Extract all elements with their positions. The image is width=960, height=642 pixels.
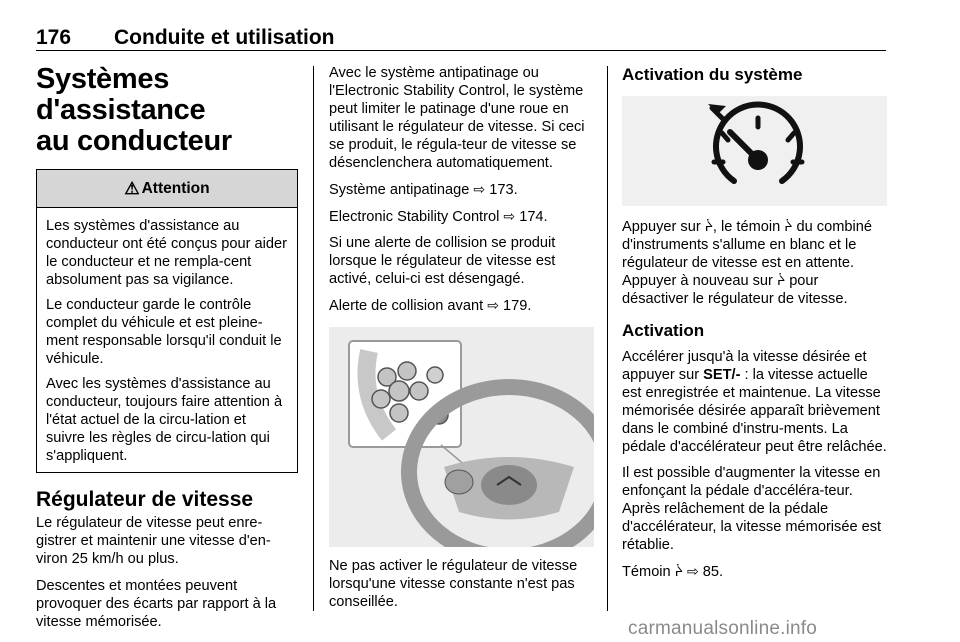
right-column [622, 64, 887, 589]
body-paragraph: Il est possible d'augmenter la vitesse en enfonçant la pédale d'accéléra-teur. Après relâchement de la pédale d'accélérateur, la vitesse mémorisée est rétablie. [622, 465, 882, 553]
body-paragraph: Le régulateur de vitesse peut enre-gistrer et maintenir une vitesse d'en-viron 25 km/h ou plus. [36, 515, 271, 567]
body-paragraph: Ne pas activer le régulateur de vitesse lorsqu'une vitesse constante n'est pas conseillée. [329, 558, 578, 610]
attention-paragraph: Le conducteur garde le contrôle complet du véhicule et est pleine-ment responsable lorsqu'il conduit le véhicule. [46, 297, 282, 367]
running-title: Conduite et utilisation [114, 26, 335, 49]
cruise-control-icon: ᔩ [784, 219, 793, 234]
activation-system-heading: Activation du système [622, 65, 803, 84]
body-paragraph: Accélérer jusqu'à la vitesse désirée et appuyer sur SET/- : la vitesse actuelle est enregistrée et maintenue. La vitesse mémorisée désirée apparaît brièvement dans le combiné d'instru-ments. La pédale d'accélérateur peut être relâchée. [622, 349, 887, 455]
column-divider [313, 66, 314, 611]
steering-wheel-illustration [329, 327, 594, 547]
column-divider [607, 66, 608, 611]
steering-wheel-icon [329, 327, 594, 547]
attention-paragraph: Avec les systèmes d'assistance au conducteur, toujours faire attention à l'état actuel de la circu-lation et suivre les règles de circu-lation qui s'appliquent. [46, 376, 283, 464]
cruise-control-icon: ᔩ [674, 564, 683, 579]
middle-column [329, 64, 594, 619]
watermark: carmanualsonline.info [628, 618, 818, 639]
body-paragraph: Avec le système antipatinage ou l'Electronic Stability Control, le système peut limiter le patinage d'une roue en utilisant le régulateur de vitesse. Si ceci se produit, le régula-teur de vitesse se désenclenchera automatiquement. [329, 65, 585, 171]
body-paragraph: Si une alerte de collision se produit lorsque le régulateur de vitesse est activé, celui-ci est désengagé. [329, 235, 556, 287]
reference-arrow-icon: ⇨ [473, 181, 486, 197]
reference-arrow-icon: ⇨ [487, 297, 499, 313]
attention-paragraph: Les systèmes d'assistance au conducteur ont été conçus pour aider le conducteur et ne rempla-cent absolument pas sa vigilance. [46, 218, 287, 288]
cruise-control-icon: ᔩ [704, 219, 713, 234]
attention-header [37, 170, 297, 208]
body-paragraph: Appuyer sur ᔩ, le témoin ᔩ du combiné d'instruments s'allume en blanc et le régulateur de vitesse est en attente. Appuyer à nouveau sur ᔩ pour désactiver le régulateur de vitesse. [622, 219, 872, 307]
body-paragraph: Descentes et montées peuvent provoquer des écarts par rapport à la vitesse mémorisée. [36, 578, 277, 630]
cruise-control-heading: Régulateur de vitesse [36, 488, 254, 511]
cruise-control-symbol-figure [622, 96, 887, 206]
attention-box [36, 169, 298, 473]
cross-reference: Témoin ᔩ ⇨ 85. [622, 563, 724, 580]
page-header [36, 26, 886, 50]
warning-triangle-icon: ⚠ [124, 178, 140, 198]
page-number: 176 [36, 26, 72, 49]
header-rule [36, 50, 886, 51]
cruise-control-icon [622, 96, 887, 206]
cross-reference: Electronic Stability Control ⇨ 174. [329, 208, 548, 225]
set-button-label: SET/- [703, 367, 741, 383]
activation-heading: Activation [622, 321, 705, 340]
cross-reference: Alerte de collision avant ⇨ 179. [329, 297, 532, 314]
attention-label: Attention [141, 179, 210, 197]
reference-arrow-icon: ⇨ [503, 208, 516, 224]
cruise-control-section [36, 488, 298, 631]
attention-body [37, 208, 297, 472]
left-column [36, 64, 298, 631]
cruise-control-icon: ᔩ [776, 273, 786, 288]
section-heading: Systèmes d'assistance au conducteur [36, 63, 232, 157]
cross-reference: Système antipatinage ⇨ 173. [329, 181, 518, 198]
reference-arrow-icon: ⇨ [686, 563, 699, 579]
